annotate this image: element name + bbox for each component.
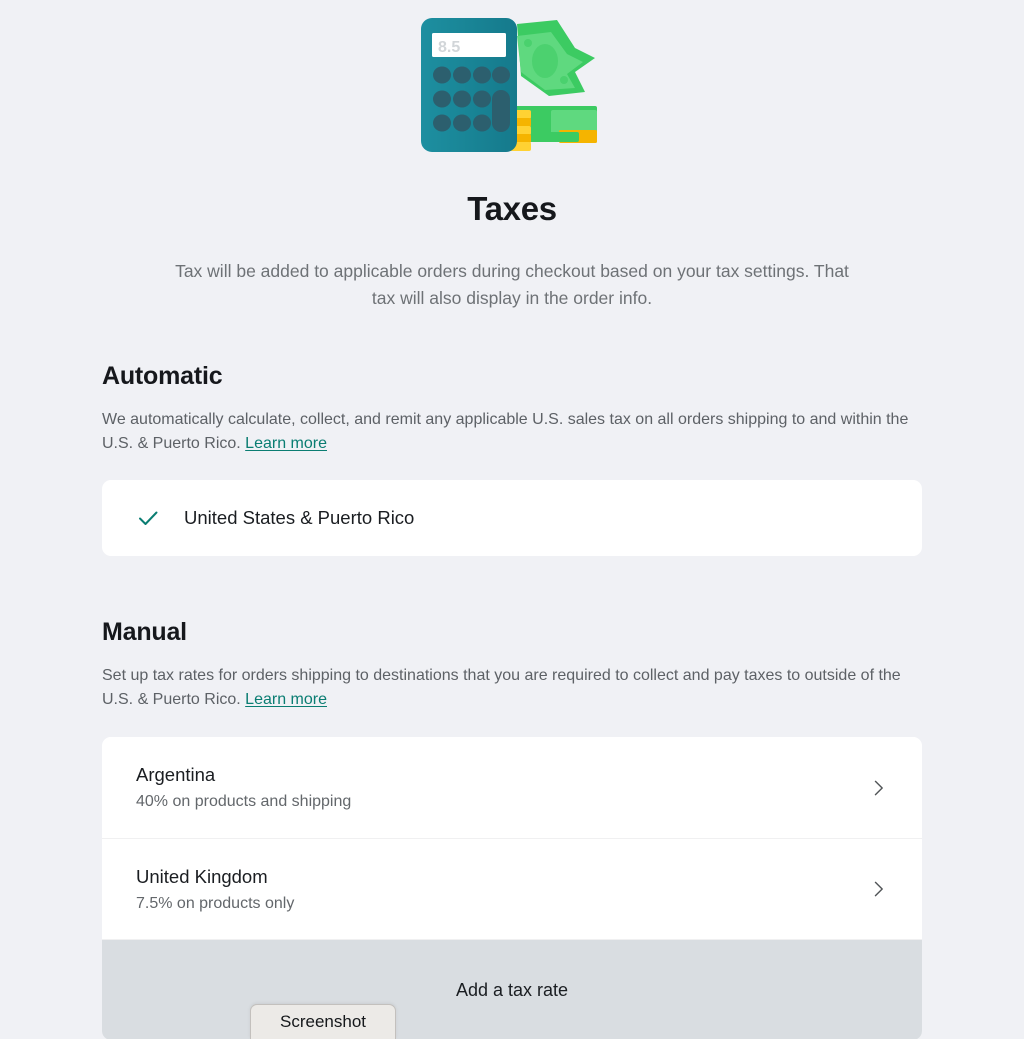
page-subtitle: Tax will be added to applicable orders during checkout based on your tax settings. That tax will also display in the order info. bbox=[175, 261, 849, 308]
settings-content bbox=[102, 362, 922, 1039]
screenshot-chip[interactable] bbox=[250, 1004, 396, 1039]
automatic-region-row[interactable] bbox=[102, 480, 922, 556]
add-tax-rate-button[interactable] bbox=[102, 939, 922, 1039]
tax-rate-text bbox=[136, 764, 351, 811]
manual-heading: Manual bbox=[102, 618, 187, 646]
automatic-description bbox=[102, 408, 922, 455]
add-tax-rate-label: Add a tax rate bbox=[455, 979, 569, 1000]
tax-rate-row[interactable] bbox=[102, 737, 922, 838]
automatic-region-label: United States & Puerto Rico bbox=[184, 507, 415, 528]
manual-section bbox=[102, 618, 922, 1039]
hero-illustration-container bbox=[0, 0, 1024, 160]
chevron-right-icon bbox=[868, 778, 888, 798]
tax-rate-name: United Kingdom bbox=[136, 865, 268, 887]
calculator-and-money-illustration bbox=[417, 14, 607, 160]
automatic-card bbox=[102, 480, 922, 556]
manual-tax-rates-card bbox=[102, 737, 922, 1039]
tax-rate-row[interactable] bbox=[102, 838, 922, 939]
automatic-learn-more-link[interactable]: Learn more bbox=[245, 434, 327, 452]
manual-learn-more-link[interactable]: Learn more bbox=[245, 690, 327, 708]
tax-rate-name: Argentina bbox=[136, 764, 216, 785]
checkmark-icon bbox=[136, 506, 160, 530]
automatic-heading: Automatic bbox=[102, 362, 223, 390]
tax-rate-detail: 7.5% on products only bbox=[136, 894, 295, 912]
tax-rate-text bbox=[136, 866, 294, 913]
manual-description bbox=[102, 664, 922, 711]
calculator-display-value: 8.5 bbox=[438, 39, 461, 56]
screenshot-chip-label: Screenshot bbox=[280, 1012, 366, 1031]
automatic-section bbox=[102, 362, 922, 556]
manual-description-text: Set up tax rates for orders shipping to destinations that you are required to collect and pay taxes to outside of the U.S. & Puerto Rico. bbox=[102, 667, 901, 708]
tax-rate-detail: 40% on products and shipping bbox=[136, 793, 352, 810]
page-title: Taxes bbox=[467, 190, 557, 227]
chevron-right-icon bbox=[868, 879, 888, 899]
automatic-description-text: We automatically calculate, collect, and remit any applicable U.S. sales tax on all orders shipping to and within the U.S. & Puerto Rico. bbox=[102, 411, 909, 452]
